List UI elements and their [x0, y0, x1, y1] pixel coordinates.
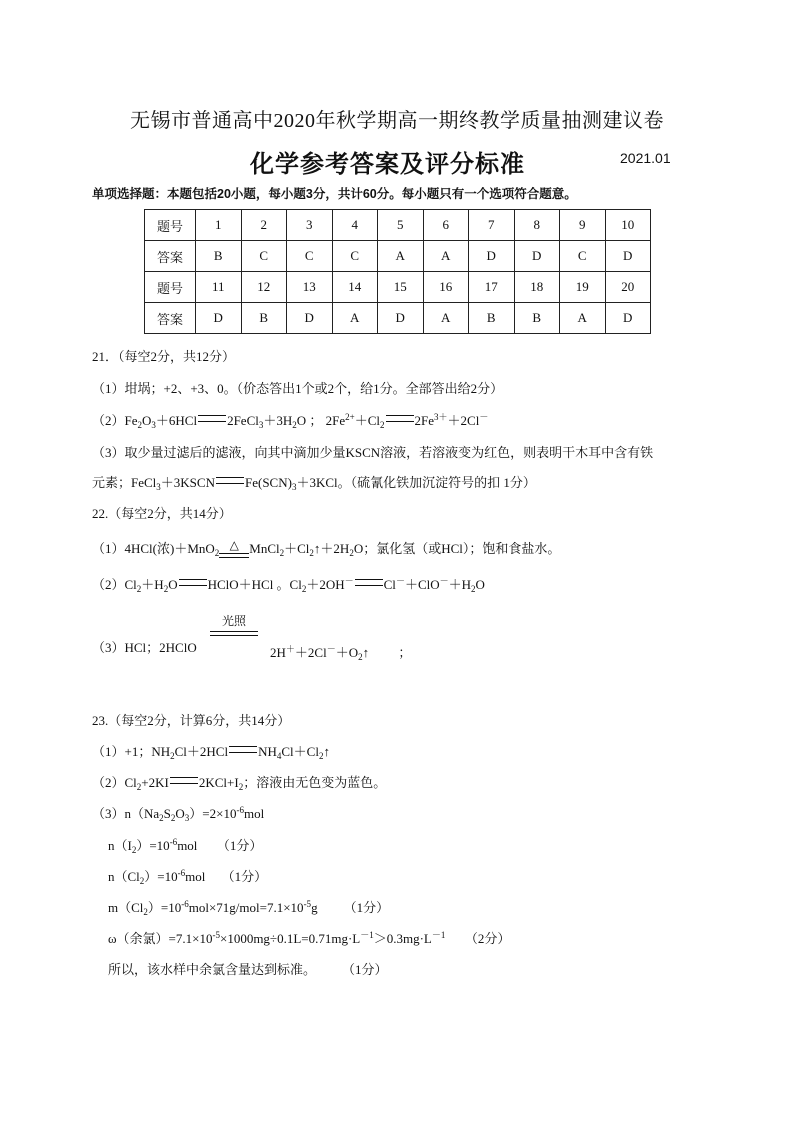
table-cell: A: [423, 241, 469, 272]
q21-answer-1: （1）坩埚；+2、+3、0。（价态答出1个或2个，给1分。全部答出给2分）: [92, 381, 504, 396]
table-cell: 9: [560, 210, 606, 241]
heat-condition: △: [219, 541, 249, 557]
table-cell: A: [378, 241, 424, 272]
table-cell: 2: [241, 210, 287, 241]
table-cell: B: [196, 241, 242, 272]
row-label: 答案: [145, 303, 196, 334]
table-cell: A: [332, 303, 378, 334]
q22-answer-1-tail: ；氯化氢（或HCl）；饱和食盐水。: [363, 541, 561, 556]
q23-step-i2: $n(I_2)=10^{-6}mol$ （1分）: [108, 837, 263, 855]
table-cell: B: [514, 303, 560, 334]
q23-step-mass: $m(Cl_2)=10^{-6}mol\times 71g/mol=7.1\times 10^{-5}g$ （1分）: [108, 899, 390, 917]
q21-answer-3: （3）取少量过滤后的滤液，向其中滴加少量KSCN溶液，若溶液变为红色，则表明干木耳中含有铁: [92, 445, 654, 460]
table-cell: 14: [332, 272, 378, 303]
q22-answer-2: $(2)Cl_2+H_2O$ HClO＋HCl 。$Cl_2+2OH^-$ $Cl^-+ClO^-+H_2O$: [92, 576, 485, 594]
points: （1分）: [216, 838, 263, 853]
table-cell: 4: [332, 210, 378, 241]
table-cell: 10: [605, 210, 651, 241]
q23-answer-1: （1）+1；$NH_2Cl+2HCl$ $NH_4Cl+Cl_2↑$: [92, 744, 330, 761]
points: （1分）: [343, 900, 390, 915]
q21-note: 。（硫氰化铁加沉淀符号的扣 1分）: [337, 475, 536, 490]
q22-heading: 22.（每空2分，共14分）: [92, 506, 232, 521]
q23-step-cl2: $n(Cl_2)=10^{-6}mol$ （1分）: [108, 868, 268, 886]
table-cell: 12: [241, 272, 287, 303]
row-label: 答案: [145, 241, 196, 272]
table-cell: B: [241, 303, 287, 334]
table-cell: 20: [605, 272, 651, 303]
table-cell: 15: [378, 272, 424, 303]
table-cell: B: [469, 303, 515, 334]
q23-heading: 23.（每空2分，计算6分，共14分）: [92, 713, 291, 728]
q22-answer-3-products: $2H^++2Cl^-+O_2↑$ ；: [270, 644, 412, 662]
table-cell: D: [605, 241, 651, 272]
table-cell: D: [196, 303, 242, 334]
table-cell: 13: [287, 272, 333, 303]
q21-heading: 21．（每空2分，共12分）: [92, 349, 236, 364]
points: （2分）: [464, 931, 511, 946]
page-title: 无锡市普通高中2020年秋学期高一期终教学质量抽测建议卷: [130, 110, 664, 132]
table-cell: 17: [469, 272, 515, 303]
row-label: 题号: [145, 210, 196, 241]
table-cell: D: [378, 303, 424, 334]
table-cell: 19: [560, 272, 606, 303]
table-cell: 6: [423, 210, 469, 241]
q23-answer-3: $(3)n(Na_2S_2O_3)=2\times 10^{-6}mol$: [92, 805, 265, 823]
conclusion-text: 所以，该水样中余氯含量达到标准。: [108, 962, 317, 977]
table-cell: A: [560, 303, 606, 334]
page-subtitle: 化学参考答案及评分标准: [250, 152, 525, 178]
q21-answer-3-cont: 元素；FeCl$_3$＋3KSCN $Fe(SCN)_3+3KCl$。（硫氰化铁加沉淀符号的扣 1分）: [92, 475, 536, 492]
table-cell: C: [287, 241, 333, 272]
answer-table: [144, 209, 651, 334]
q23-step-omega: ω（余氯）$=7.1\times 10^{-5}\times 1000mg\div 0.1L=0.71mg\cdot L^{-1}>0.3mg\cdot L^{-1}$ （2分）: [108, 930, 511, 946]
table-row: [145, 272, 651, 303]
table-row: [145, 241, 651, 272]
table-cell: D: [605, 303, 651, 334]
table-row: [145, 210, 651, 241]
table-cell: 7: [469, 210, 515, 241]
points: （1分）: [221, 869, 268, 884]
table-cell: C: [332, 241, 378, 272]
table-cell: 16: [423, 272, 469, 303]
table-cell: 5: [378, 210, 424, 241]
q22-answer-1: （1）4HCl(浓)＋MnO$_2$△ $MnCl_2+Cl_2↑+2H_2O$；氯化氢（或HCl）；饱和食盐水。: [92, 538, 561, 558]
q23-conclusion: [108, 959, 388, 978]
table-cell: A: [423, 303, 469, 334]
q22-answer-3: （3）HCl；2HClO: [92, 640, 197, 655]
points: （1分）: [342, 962, 388, 977]
table-cell: 3: [287, 210, 333, 241]
q23-answer-2-tail: ；溶液由无色变为蓝色。: [243, 775, 387, 790]
table-cell: D: [469, 241, 515, 272]
date-label: 2021.01: [620, 150, 671, 166]
row-label: 题号: [145, 272, 196, 303]
light-condition: [210, 612, 258, 636]
table-cell: C: [560, 241, 606, 272]
table-cell: 1: [196, 210, 242, 241]
table-cell: 11: [196, 272, 242, 303]
q21-answer-2: $(2)Fe_2O_3+6HCl$ $2FeCl_3+3H_2O$ ； $2Fe^{2+}+Cl_2$ $2Fe^{3+}+2Cl^-$: [92, 412, 489, 430]
table-row: [145, 303, 651, 334]
table-cell: 8: [514, 210, 560, 241]
section-intro: 单项选择题：本题包括20小题，每小题3分，共计60分。每小题只有一个选项符合题意。: [92, 187, 577, 201]
table-cell: D: [287, 303, 333, 334]
light-label: 光照: [221, 614, 246, 628]
q23-answer-2: $(2)Cl_2+2KI$ $2KCl+I_2$；溶液由无色变为蓝色。: [92, 775, 387, 792]
table-cell: C: [241, 241, 287, 272]
table-cell: 18: [514, 272, 560, 303]
table-cell: D: [514, 241, 560, 272]
